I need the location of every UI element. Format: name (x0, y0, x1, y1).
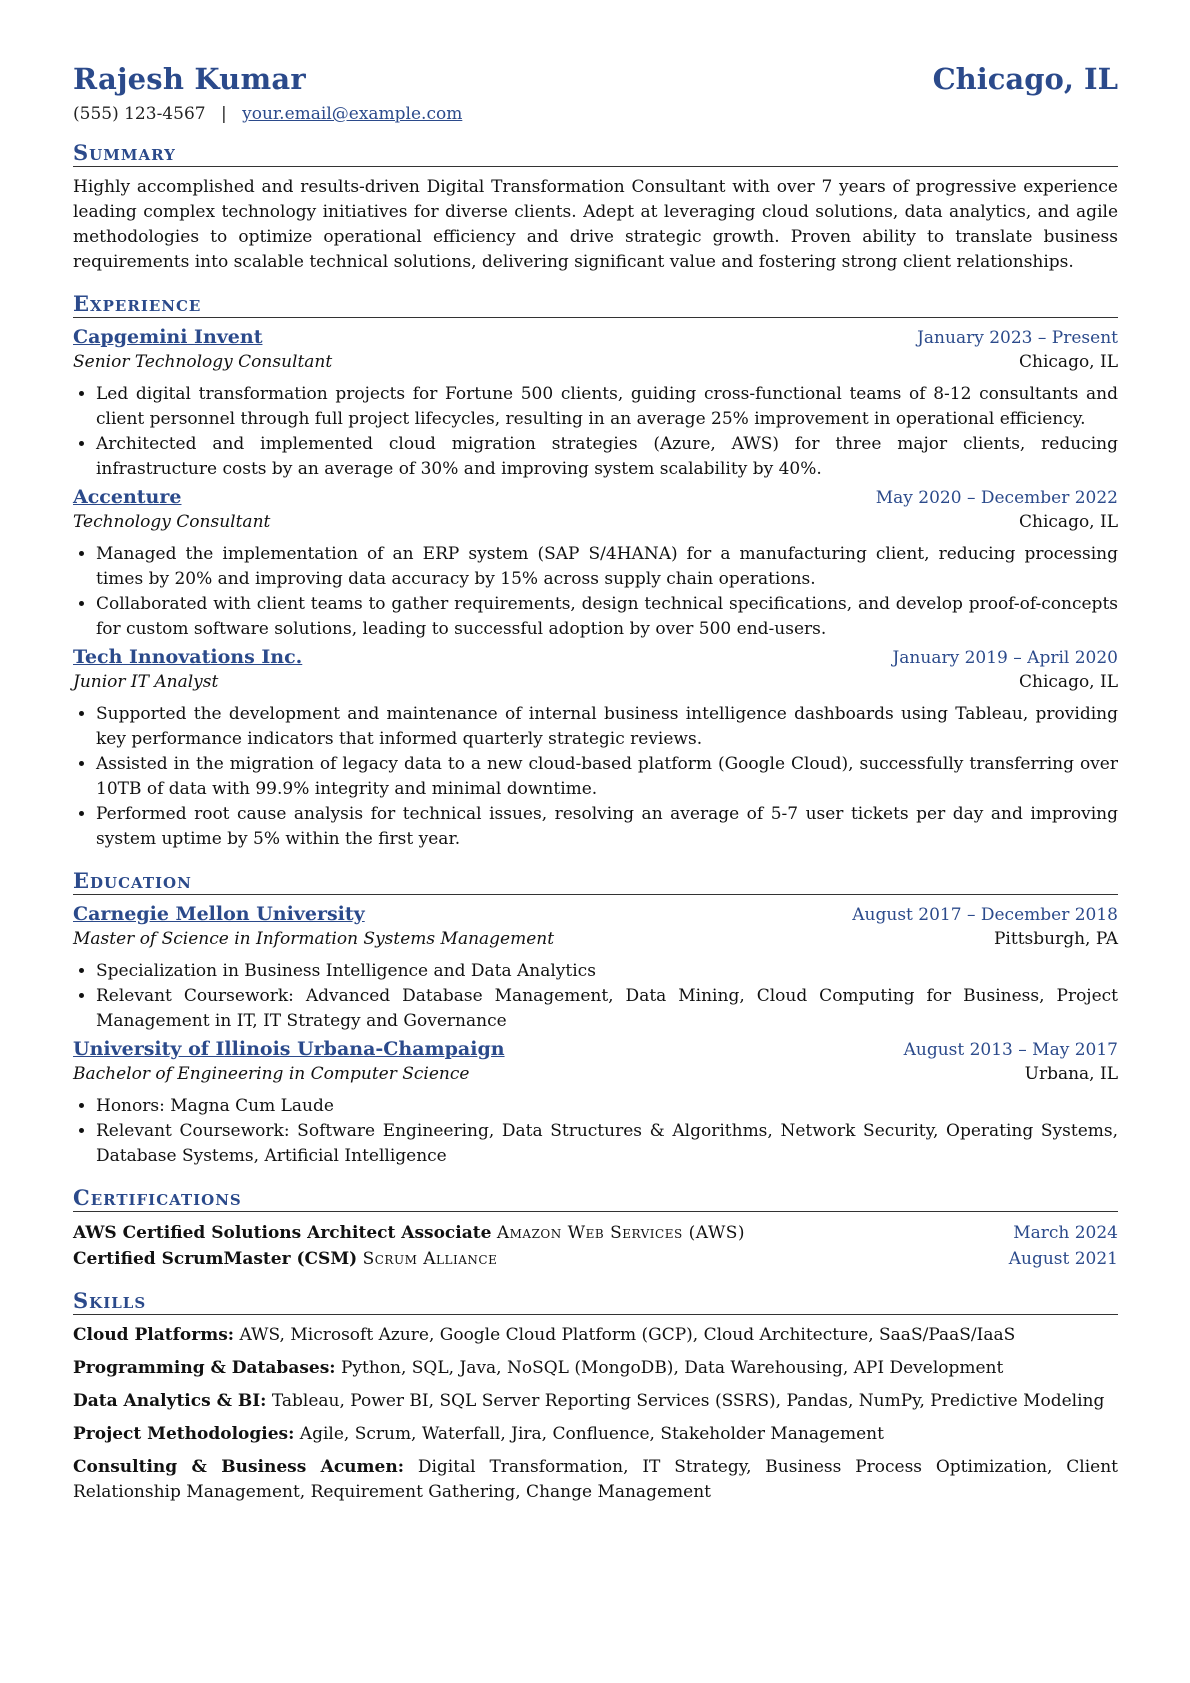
job-title: Senior Technology Consultant (73, 352, 333, 372)
certification-row (73, 1246, 1118, 1272)
certification-row (73, 1220, 1118, 1246)
school-name[interactable]: Carnegie Mellon University (73, 903, 365, 925)
job-title: Junior IT Analyst (73, 672, 219, 692)
skill-category: Project Methodologies: (73, 1424, 295, 1444)
skill-row (73, 1389, 1118, 1414)
job-location: Chicago, IL (1019, 512, 1118, 532)
bullet-list (73, 542, 1118, 642)
certification-issuer: Amazon Web Services (AWS) (496, 1223, 746, 1243)
certification-date: March 2024 (1013, 1223, 1118, 1243)
bullet-item: • Specialization in Business Intelligence and Data Analytics (96, 959, 1118, 984)
study-dates: August 2017 – December 2018 (852, 905, 1118, 925)
bullet-list (73, 959, 1118, 1034)
employer-name[interactable]: Capgemini Invent (73, 326, 263, 348)
skill-values: Python, SQL, Java, NoSQL (MongoDB), Data Warehousing, API Development (340, 1358, 1004, 1378)
school-name[interactable]: University of Illinois Urbana-Champaign (73, 1038, 505, 1060)
education-heading: Education (73, 868, 1118, 895)
skill-category: Data Analytics & BI: (73, 1391, 267, 1411)
employment-dates: January 2019 – April 2020 (892, 648, 1118, 668)
skill-row (73, 1323, 1118, 1348)
summary-text: Highly accomplished and results-driven Digital Transformation Consultant with over 7 years of progressive experience leading complex technology initiatives for diverse clients. Adept at leveraging cloud solutions, data analytics, and agile methodologies to optimize operational efficiency and drive strategic growth. Proven ability to translate business requirements into scalable technical solutions, delivering significant value and fostering strong client relationships. (73, 177, 1118, 272)
bullet-list (73, 1094, 1118, 1169)
skill-values: Digital Transformation, IT Strategy, Business Process Optimization, Client Relationship Management, Requirement Gathering, Change Management (73, 1457, 1118, 1502)
job-title: Technology Consultant (73, 512, 271, 532)
skill-values: Tableau, Power BI, SQL Server Reporting Services (SSRS), Pandas, NumPy, Predictive Modeling (271, 1391, 1105, 1411)
bullet-item: • Led digital transformation projects for Fortune 500 clients, guiding cross-functional teams of 8-12 consultants and client personnel through full project lifecycles, resulting in an average 25% improvement in operational efficiency. (96, 382, 1118, 432)
employer-name[interactable]: Accenture (73, 486, 182, 508)
employment-dates: May 2020 – December 2022 (875, 488, 1118, 508)
certification-name: Certified ScrumMaster (CSM) (73, 1249, 358, 1269)
degree-title: Master of Science in Information Systems Management (73, 929, 555, 949)
contact-separator: | (220, 104, 227, 124)
bullet-item: • Managed the implementation of an ERP system (SAP S/4HANA) for a manufacturing client, reducing processing times by 20% and improving data accuracy by 15% across supply chain operations. (96, 542, 1118, 592)
experience-entry (73, 486, 1118, 642)
header-city: Chicago, IL (932, 62, 1118, 96)
bullet-list (73, 702, 1118, 852)
skill-category: Cloud Platforms: (73, 1325, 235, 1345)
bullet-list (73, 382, 1118, 482)
certifications-heading: Certifications (73, 1185, 1118, 1212)
bullet-item: • Assisted in the migration of legacy data to a new cloud-based platform (Google Cloud), successfully transferring over 10TB of data with 99.9% integrity and minimal downtime. (96, 752, 1118, 802)
contact-line (73, 104, 1118, 124)
certification-issuer: Scrum Alliance (362, 1249, 498, 1269)
skills-heading: Skills (73, 1288, 1118, 1315)
skill-values: Agile, Scrum, Waterfall, Jira, Confluence, Stakeholder Management (299, 1424, 884, 1444)
school-location: Urbana, IL (1024, 1064, 1118, 1084)
skill-row (73, 1356, 1118, 1381)
certification-date: August 2021 (1008, 1249, 1118, 1269)
skills-list (73, 1323, 1118, 1505)
experience-entry (73, 646, 1118, 852)
job-location: Chicago, IL (1019, 352, 1118, 372)
email-link[interactable]: your.email@example.com (242, 104, 463, 124)
bullet-item: • Collaborated with client teams to gather requirements, design technical specifications, and develop proof-of-concepts for custom software solutions, leading to successful adoption by over 500 end-users. (96, 592, 1118, 642)
skill-category: Programming & Databases: (73, 1358, 336, 1378)
experience-entry (73, 326, 1118, 482)
bullet-item: • Architected and implemented cloud migration strategies (Azure, AWS) for three major clients, reducing infrastructure costs by an average of 30% and improving system scalability by 40%. (96, 432, 1118, 482)
bullet-item: • Relevant Coursework: Software Engineering, Data Structures & Algorithms, Network Security, Operating Systems, Database Systems, Artificial Intelligence (96, 1119, 1118, 1169)
employer-name[interactable]: Tech Innovations Inc. (73, 646, 303, 668)
bullet-item: • Performed root cause analysis for technical issues, resolving an average of 5-7 user tickets per day and improving system uptime by 5% within the first year. (96, 802, 1118, 852)
phone-number: (555) 123-4567 (73, 104, 206, 124)
experience-heading: Experience (73, 291, 1118, 318)
candidate-name: Rajesh Kumar (73, 62, 306, 96)
skill-category: Consulting & Business Acumen: (73, 1457, 404, 1477)
bullet-item: • Relevant Coursework: Advanced Database Management, Data Mining, Cloud Computing for Business, Project Management in IT, IT Strategy and Governance (96, 984, 1118, 1034)
education-entry (73, 903, 1118, 1034)
job-location: Chicago, IL (1019, 672, 1118, 692)
degree-title: Bachelor of Engineering in Computer Science (73, 1064, 470, 1084)
education-entry (73, 1038, 1118, 1169)
summary-heading: Summary (73, 140, 1118, 167)
certification-name: AWS Certified Solutions Architect Associate (73, 1223, 492, 1243)
school-location: Pittsburgh, PA (993, 929, 1118, 949)
study-dates: August 2013 – May 2017 (903, 1040, 1118, 1060)
skill-row (73, 1422, 1118, 1447)
bullet-item: • Honors: Magna Cum Laude (96, 1094, 1118, 1119)
resume-header (73, 62, 1118, 96)
skill-row (73, 1455, 1118, 1505)
employment-dates: January 2023 – Present (917, 328, 1118, 348)
bullet-item: • Supported the development and maintenance of internal business intelligence dashboards using Tableau, providing key performance indicators that informed quarterly strategic reviews. (96, 702, 1118, 752)
skill-values: AWS, Microsoft Azure, Google Cloud Platform (GCP), Cloud Architecture, SaaS/PaaS/IaaS (239, 1325, 1016, 1345)
